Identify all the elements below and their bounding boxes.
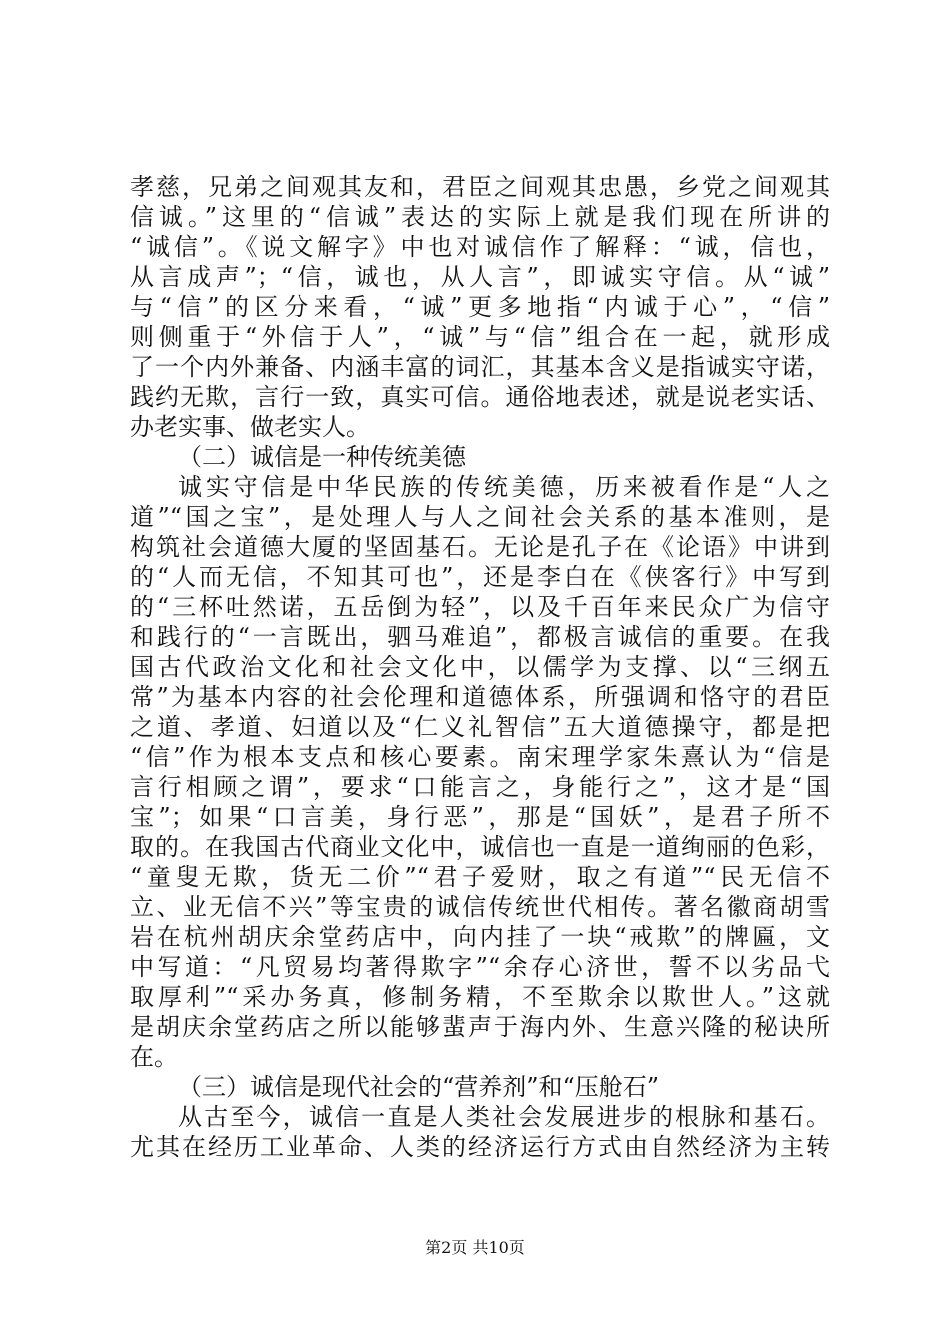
paragraph-line: 岩在杭州胡庆余堂药店中，向内挂了一块“戒欺”的牌匾，文: [130, 923, 830, 951]
section-heading: （二）诚信是一种传统美德: [178, 443, 466, 471]
paragraph-line: 信诚。”这里的“信诚”表达的实际上就是我们现在所讲的: [130, 203, 830, 231]
paragraph-line: 取厚利”“采办务真，修制务精，不至欺余以欺世人。”这就: [130, 983, 830, 1011]
paragraph-line: 的“三杯吐然诺，五岳倒为轻”，以及千百年来民众广为信守: [130, 593, 830, 621]
paragraph-line: “诚信”。《说文解字》中也对诚信作了解释：“诚，信也，: [130, 233, 830, 261]
paragraph-line: 取的。在我国古代商业文化中，诚信也一直是一道绚丽的色彩，: [130, 833, 830, 861]
paragraph-line: 从言成声”；“信，诚也，从人言”，即诚实守信。从“诚”: [130, 263, 830, 291]
paragraph-line: 中写道：“凡贸易均著得欺字”“余存心济世，誓不以劣品弋: [130, 953, 830, 981]
paragraph-line: 言行相顾之谓”，要求“口能言之，身能行之”，这才是“国: [130, 773, 830, 801]
paragraph-line: 办老实事、做老实人。: [130, 413, 370, 441]
paragraph-line: 诚实守信是中华民族的传统美德，历来被看作是“人之: [178, 473, 830, 501]
paragraph-line: 道”“国之宝”，是处理人与人之间社会关系的基本准则，是: [130, 503, 830, 531]
page-footer: [0, 1238, 950, 1258]
paragraph-line: 立、业无信不兴”等宝贵的诚信传统世代相传。著名徽商胡雪: [130, 893, 830, 921]
section-heading: （三）诚信是现代社会的“营养剂”和“压舱石”: [178, 1073, 660, 1101]
body-text: [130, 172, 830, 1162]
paragraph-line: 了一个内外兼备、内涵丰富的词汇，其基本含义是指诚实守诺，: [130, 353, 830, 381]
paragraph-line: 国古代政治文化和社会文化中，以儒学为支撑、以“三纲五: [130, 653, 830, 681]
paragraph-line: 构筑社会道德大厦的坚固基石。无论是孔子在《论语》中讲到: [130, 533, 830, 561]
paragraph-line: 尤其在经历工业革命、人类的经济运行方式由自然经济为主转: [130, 1133, 830, 1161]
paragraph-line: 与“信”的区分来看，“诚”更多地指“内诚于心”，“信”: [130, 293, 830, 321]
paragraph-line: “信”作为根本支点和核心要素。南宋理学家朱熹认为“信是: [130, 743, 830, 771]
paragraph-line: 宝”；如果“口言美，身行恶”，那是“国妖”，是君子所不: [130, 803, 830, 831]
paragraph-line: 从古至今，诚信一直是人类社会发展进步的根脉和基石。: [178, 1103, 830, 1131]
paragraph-line: 常”为基本内容的社会伦理和道德体系，所强调和恪守的君臣: [130, 683, 830, 711]
paragraph-line: 在。: [130, 1043, 178, 1071]
paragraph-line: “童叟无欺，货无二价”“君子爱财，取之有道”“民无信不: [130, 863, 830, 891]
page-number: 第2页 共10页: [425, 1238, 525, 1257]
paragraph-line: 孝慈，兄弟之间观其友和，君臣之间观其忠愚，乡党之间观其: [130, 173, 830, 201]
paragraph-line: 的“人而无信，不知其可也”，还是李白在《侠客行》中写到: [130, 563, 830, 591]
paragraph-line: 则侧重于“外信于人”，“诚”与“信”组合在一起，就形成: [130, 323, 830, 351]
paragraph-line: 践约无欺，言行一致，真实可信。通俗地表述，就是说老实话、: [130, 383, 830, 411]
paragraph-line: 之道、孝道、妇道以及“仁义礼智信”五大道德操守，都是把: [130, 713, 830, 741]
paragraph-line: 和践行的“一言既出，驷马难追”，都极言诚信的重要。在我: [130, 623, 830, 651]
paragraph-line: 是胡庆余堂药店之所以能够蜚声于海内外、生意兴隆的秘诀所: [130, 1013, 830, 1041]
